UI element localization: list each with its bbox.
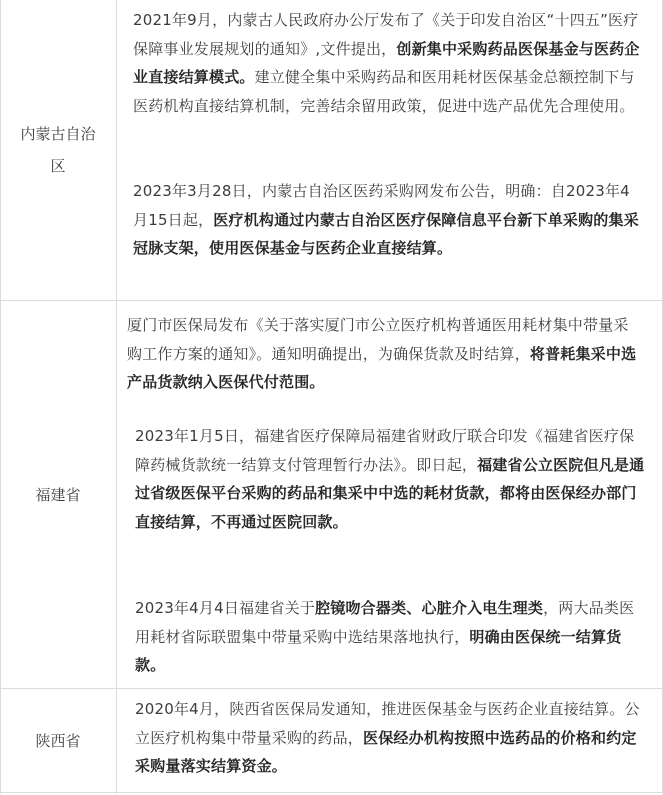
paragraph xyxy=(133,6,645,120)
table-row xyxy=(0,688,663,794)
emphasis-text: 明确由医保统一结算货款。 xyxy=(135,627,622,674)
paragraph-text: 2023年4月4日福建省关于 xyxy=(135,599,316,617)
paragraph xyxy=(135,594,647,680)
paragraph xyxy=(135,695,647,781)
paragraph-text: 厦门市医保局发布《关于落实厦门市公立医疗机构普通医用耗材集中带量采购工作方案的通知》。通知明确提出，为确保货款及时结算， xyxy=(127,316,629,363)
region-name: 福建省 xyxy=(35,486,81,504)
region-cell xyxy=(0,0,116,300)
region-name: 陕西省 xyxy=(35,732,81,750)
content-cell xyxy=(117,301,663,689)
paragraph xyxy=(133,177,645,263)
emphasis-text: 医保经办机构按照中选药品的价格和约定采购量落实结算资金。 xyxy=(135,728,637,775)
paragraph xyxy=(127,311,641,397)
emphasis-text: 创新集中采购药品医保基金与医药企业直接结算模式。 xyxy=(133,39,640,86)
paragraph-text: 建立健全集中采购药品和医用耗材医保基金总额控制下与医药机构直接结算机制，完善结余留用政策，促进中选产品优先合理使用。 xyxy=(133,68,635,115)
region-name: 内蒙古自治区 xyxy=(20,125,96,175)
emphasis-text: 医疗机构通过内蒙古自治区医疗保障信息平台新下单采购的集采冠脉支架，使用医保基金与医药企业直接结算。 xyxy=(133,210,639,257)
content-cell xyxy=(117,689,663,795)
region-cell xyxy=(0,301,116,689)
paragraph-text: ，两大品类医用耗材省际联盟集中带量采购中选结果落地执行， xyxy=(135,599,635,646)
emphasis-text: 腔镜吻合器类、心脏介入电生理类 xyxy=(315,599,544,617)
paragraph-text: 2021年9月，内蒙古人民政府办公厅发布了《关于印发自治区“十四五”医疗保障事业发展规划的通知》,文件提出， xyxy=(133,11,639,58)
paragraph xyxy=(135,422,647,536)
paragraph-text: 2020年4月，陕西省医保局发通知，推进医保基金与医药企业直接结算。公立医疗机构集中带量采购的药品， xyxy=(135,700,640,747)
region-cell xyxy=(0,689,116,793)
paragraph-text: 2023年3月28日，内蒙古自治区医药采购网发布公告，明确：自2023年4月15日起， xyxy=(133,182,630,229)
emphasis-text: 福建省公立医院但凡是通过省级医保平台采购的药品和集采中中选的耗材货款，都将由医保经办部门直接结算，不再通过医院回款。 xyxy=(135,455,645,531)
paragraph-text: 2023年1月5日，福建省医疗保障局福建省财政厅联合印发《福建省医疗保障药械货款统一结算支付管理暂行办法》。即日起， xyxy=(135,427,635,474)
content-cell xyxy=(117,0,663,300)
emphasis-text: 将普耗集采中选产品货款纳入医保代付范围。 xyxy=(127,344,637,391)
table-row xyxy=(0,300,663,688)
table-row xyxy=(0,0,663,300)
